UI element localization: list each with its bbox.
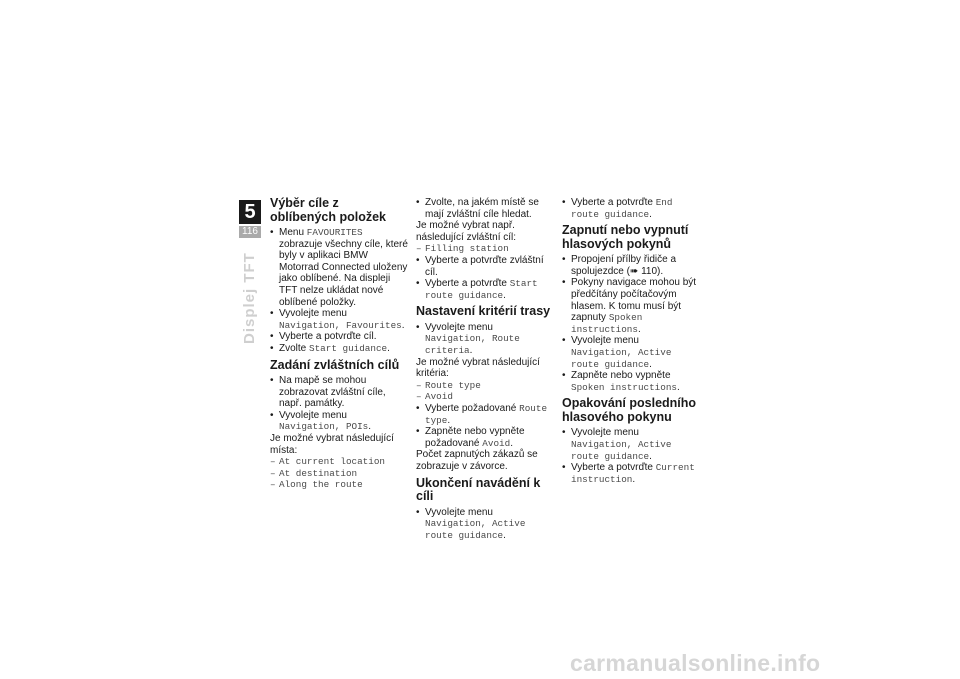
text: .: [503, 529, 506, 541]
text: .: [637, 323, 641, 335]
paragraph: Je možné vybrat např. následující zvláštní cíl:: [416, 220, 517, 243]
list-item: [270, 308, 408, 331]
paragraph: Počet zapnutých zákazů se zobrazuje v závorce.: [416, 449, 538, 472]
list-item: [562, 427, 700, 462]
text: .: [387, 342, 390, 354]
text: Vyberte a potvrďte: [571, 462, 656, 474]
heading-favourites: Výběr cíle z oblíbených položek: [270, 196, 386, 224]
text: .: [649, 450, 652, 462]
text: Vyvolejte menu: [279, 308, 347, 320]
voice-list: [562, 254, 700, 393]
end-list: [416, 507, 554, 542]
favourites-list: [270, 227, 408, 355]
list-item: [562, 462, 700, 485]
list-item: [562, 370, 700, 393]
list-item: • Na mapě se mohou zobrazovat zvláštní cíle, např. památky.: [270, 375, 408, 410]
menu-term: End route guidance: [571, 197, 673, 220]
list-item: • Vyberte a potvrďte cíl.: [270, 331, 408, 343]
column-1: [270, 197, 408, 491]
text: Menu: [279, 227, 307, 238]
text: .: [401, 319, 405, 331]
text: .: [632, 473, 636, 485]
poi-list: [416, 197, 554, 220]
text: .: [447, 414, 451, 426]
menu-term: Navigation, Route criteria: [425, 333, 520, 357]
menu-term: Navigation, Active route guidance: [425, 518, 526, 541]
text: Vyvolejte menu: [571, 427, 639, 439]
option-item: – Filling station: [416, 243, 554, 255]
menu-term: Spoken instructions: [571, 381, 678, 393]
text: .: [649, 358, 652, 370]
menu-term: Current instruction: [571, 462, 695, 485]
list-item: [416, 322, 554, 357]
text: Zvolte: [279, 342, 310, 354]
text: Pokyny navigace mohou být předčítány počítačovým hlasem. K tomu musí být zapnuty: [571, 277, 697, 324]
watermark-footer: carmanualsonline.info: [570, 650, 821, 676]
poi-options: [416, 243, 554, 301]
menu-term: Route type: [425, 403, 548, 426]
text: Vyberte a potvrďte: [571, 197, 656, 208]
list-item: [270, 343, 408, 355]
text: Zapněte nebo vypněte požadované: [425, 426, 525, 449]
paragraph: Je možné vybrat následující místa:: [270, 433, 394, 456]
menu-term: Navigation, Active route guidance: [571, 438, 672, 462]
menu-term: FAVOURITES: [306, 227, 363, 238]
menu-term: Navigation, Favourites: [279, 319, 402, 331]
text: Vyvolejte menu: [279, 409, 347, 421]
list-item: [562, 277, 700, 335]
page-number: 116: [239, 226, 261, 238]
text: Vyberte požadované: [425, 403, 520, 414]
heading-voice-instructions: Zapnutí nebo vypnutí hlasových pokynů: [562, 223, 689, 251]
option-item: – Along the route: [270, 479, 408, 491]
heading-route-criteria: Nastavení kritérií trasy: [416, 304, 551, 319]
route-list: [416, 322, 554, 357]
text: Zapněte nebo vypněte: [571, 370, 671, 382]
list-item: [416, 403, 554, 426]
list-item: [270, 410, 408, 433]
list-item: [562, 254, 700, 277]
column-2: [416, 197, 554, 541]
page-reference-icon: ➠: [629, 265, 639, 277]
menu-term: Avoid: [482, 437, 511, 449]
list-item: [562, 335, 700, 370]
text: Vyberte a potvrďte: [425, 278, 510, 290]
route-options: [416, 380, 554, 450]
list-item: [416, 426, 554, 449]
list-item: [270, 227, 408, 308]
menu-term: Navigation, POIs: [279, 421, 369, 433]
heading-end-guidance: Ukončení navádění k cíli: [416, 475, 541, 504]
option-item: – Route type: [416, 380, 554, 392]
text: .: [368, 421, 372, 433]
paragraph: Je možné vybrat následující kritéria:: [416, 356, 540, 380]
location-options: [270, 456, 408, 491]
text: 110).: [638, 265, 664, 277]
option-item: – At current location: [270, 456, 408, 468]
list-item: [416, 507, 554, 542]
heading-repeat-instruction: Opakování posledního hlasového pokynu: [562, 396, 697, 424]
special-list: [270, 375, 408, 433]
chapter-side-label: Displej TFT: [241, 252, 258, 344]
text: Vyvolejte menu: [425, 321, 493, 333]
text: zobrazuje všechny cíle, které byly v aplikaci BMW Motorrad Connected uloženy jako oblíbené. Na displeji TFT nelze ukládat nové oblíbené položky.: [279, 238, 408, 308]
list-item: • Zvolte, na jakém místě se mají zvláštní cíle hledat.: [416, 197, 554, 220]
menu-term: Navigation, Active route guidance: [571, 346, 672, 370]
menu-term: Start guidance: [309, 342, 388, 354]
text: .: [677, 381, 680, 393]
option-item: – Avoid: [416, 391, 554, 403]
heading-special-destinations: Zadání zvláštních cílů: [270, 357, 400, 372]
repeat-list: [562, 427, 700, 485]
end-list-cont: [562, 197, 700, 220]
list-item: [416, 278, 554, 301]
menu-term: Spoken instructions: [571, 312, 643, 335]
text: .: [510, 437, 513, 449]
chapter-number: 5: [239, 200, 261, 224]
text: Vyvolejte menu: [571, 335, 639, 347]
column-3: [562, 197, 700, 485]
menu-term: Start route guidance: [425, 278, 538, 301]
list-item: • Vyberte a potvrďte zvláštní cíl.: [416, 255, 554, 278]
text: .: [649, 208, 652, 220]
text: Vyvolejte menu: [425, 506, 493, 518]
option-item: – At destination: [270, 468, 408, 480]
text: .: [469, 345, 473, 357]
text: .: [503, 289, 506, 301]
list-item: [562, 197, 700, 220]
text: Propojení přílby řidiče a spolujezdce (: [571, 254, 677, 277]
